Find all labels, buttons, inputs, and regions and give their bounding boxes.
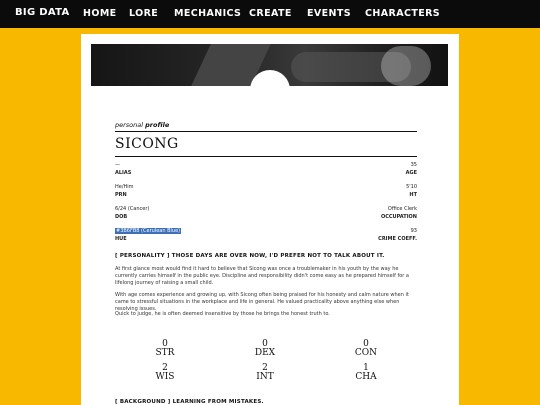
personality-heading: [ PERSONALITY ] THOSE DAYS ARE OVER NOW, I'D PREFER NOT TO TALK ABOUT IT. [115,253,385,259]
divider [115,131,417,132]
stat-cha: 1 CHA [355,363,377,382]
background-heading: [ BACKGROUND ] LEARNING FROM MISTAKES. [115,399,264,405]
stat-con: 0 CON [354,339,378,358]
personality-paragraph: Quick to judge, he is often deemed insensitive by those he brings the honest truth to. [115,311,330,317]
stat-str: 0 STR [155,339,175,358]
nav-mechanics[interactable]: MECHANICS [174,8,242,19]
section-label: personal profile [115,121,170,129]
stat-wis: 2 WIS [155,363,175,382]
nav-events[interactable]: EVENTS [307,8,352,19]
profile-card: personal profile SICONG — 35 ALIAS AGE He/Him 5'10 PRN HT 6/24 (Cancer) Office Clerk DOB OCCUPATION #3B6FB8 (Cerulean Blue) 93 HUE CRIME COEFF. [ PERSONALITY ] THOSE DAYS ARE OVER NOW, I'D PREFER NOT TO TALK ABOUT IT. At first glance most would find it hard to believe that Sicong was once a troublemaker in his youth by the way he currently carries himself in the public eye. Discipline and responsibility didn't come easy as he prepared himself for a lifelong journey of raising a small child. With age comes experience and growing up, with Sicong often being praised for his honesty and calm nature when it came to stressful situations in the workplace and life in general. He valued practicality above anything else when resolving issues. Quick to judge, he is often deemed insensitive by those he brings the honest truth to. 0 STR 0 DEX 0 CON 2 WIS 2 INT 1 CHA [ BACKGROUND ] LEARNING FROM MISTAKES. [81,34,459,405]
hue-value: #3B6FB8 (Cerulean Blue) [116,228,181,234]
stat-dex: 0 DEX [254,339,276,358]
character-name: SICONG [115,136,179,152]
site-logo[interactable]: BIG DATA [15,7,70,18]
stat-int: 2 INT [256,363,274,382]
avatar [250,70,290,110]
divider [115,156,417,157]
nav-create[interactable]: CREATE [249,8,292,19]
top-navigation-bar [0,0,540,28]
personality-paragraph: With age comes experience and growing up, with Sicong often being praised for his honesty and calm nature when it came to stressful situations in the workplace and life in general. He valued practicality above anything else when resolving issues. [115,292,409,312]
nav-characters[interactable]: CHARACTERS [365,8,441,19]
nav-home[interactable]: HOME [83,8,117,19]
personality-paragraph: At first glance most would find it hard to believe that Sicong was once a troublemaker in his youth by the way he currently carries himself in the public eye. Discipline and responsibility didn't come easy as he prepared himself for a lifelong journey of raising a small child. [115,266,409,286]
nav-lore[interactable]: LORE [129,8,159,19]
